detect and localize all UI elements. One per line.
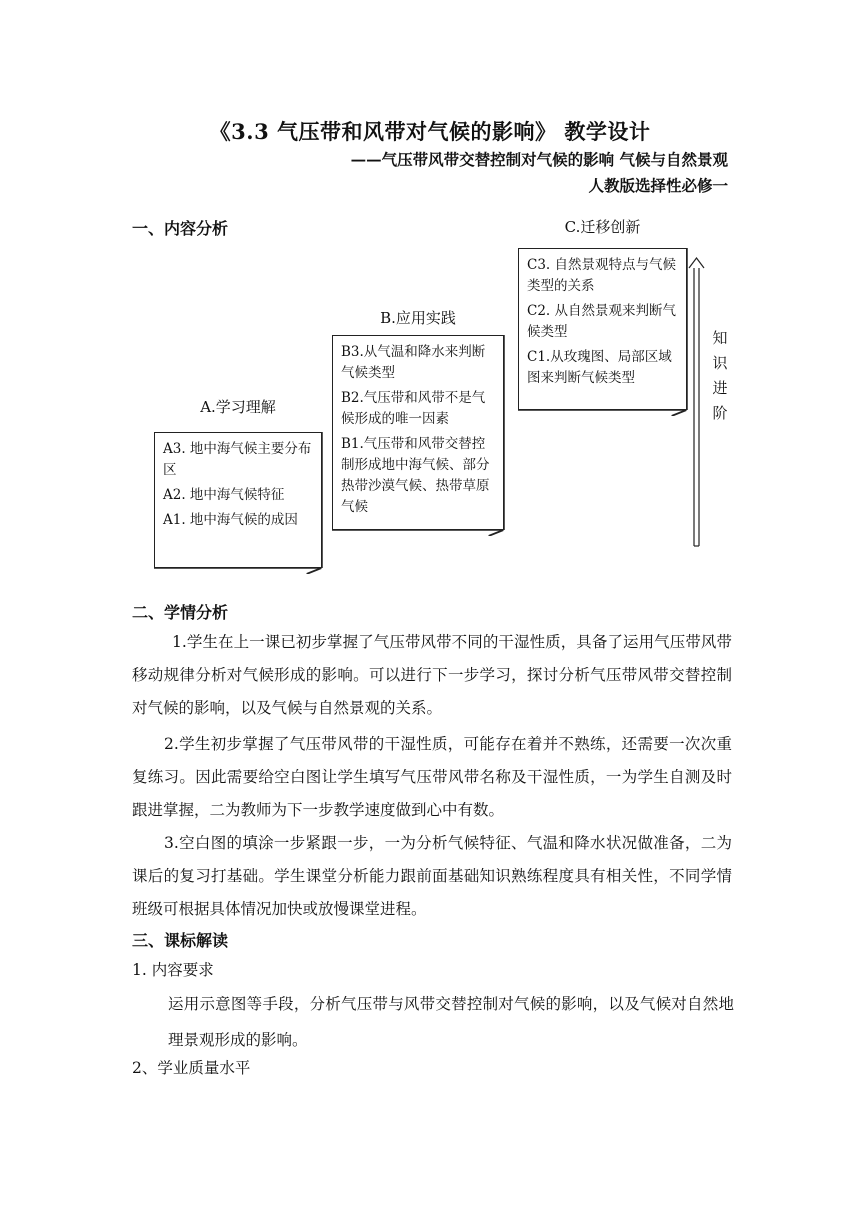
- knowledge-progression-diagram: [130, 210, 750, 580]
- stage-c-item: C1.从玫瑰图、局部区域图来判断气候类型: [527, 349, 672, 386]
- page-title: 《3.3 气压带和风带对气候的影响》 教学设计: [209, 119, 651, 144]
- progress-arrow-head: [689, 258, 704, 268]
- academic-quality-label: 2、学业质量水平: [132, 1059, 251, 1077]
- stage-c-item: C3. 自然景观特点与气候类型的关系: [527, 257, 677, 294]
- stage-a-label: A.学习理解: [200, 398, 276, 416]
- student-analysis-paragraph-3: 3.空白图的填涂一步紧跟一步，一为分析气候特征、气温和降水状况做准备，二为课后的复习打基础。学生课堂分析能力跟前面基础知识熟练程度具有相关性，不同学情班级可根据具体情况加快或放慢课堂进程。: [132, 834, 732, 918]
- stage-a-box: [154, 432, 322, 568]
- stage-a-item: A1. 地中海气候的成因: [163, 512, 298, 528]
- knowledge-progression-label: 知识进阶: [712, 329, 728, 422]
- stage-b-item: B3.从气温和降水来判断气候类型: [341, 344, 486, 381]
- subtitle-topic: ——气压带风带交替控制对气候的影响 气候与自然景观: [350, 150, 728, 169]
- stage-b-label: B.应用实践: [380, 309, 456, 327]
- content-requirement-text: 运用示意图等手段，分析气压带与风带交替控制对气候的影响，以及气候对自然地理景观形成的影响。: [168, 995, 734, 1049]
- stage-c-label: C.迁移创新: [564, 218, 641, 236]
- section-heading-student-analysis: 二、学情分析: [132, 603, 229, 622]
- stage-b-item: B1.气压带和风带交替控制形成地中海气候、部分热带沙漠气候、热带草原气候: [341, 436, 490, 515]
- stage-c-item: C2. 从自然景观来判断气候类型: [527, 303, 677, 340]
- section-heading-content-analysis: 一、内容分析: [132, 219, 229, 238]
- stage-b-item: B2.气压带和风带不是气候形成的唯一因素: [341, 390, 486, 427]
- section-heading-curriculum: 三、课标解读: [132, 931, 229, 950]
- student-analysis-paragraph-2: 2.学生初步掌握了气压带风带的干湿性质，可能存在着并不熟练，还需要一次次重复练习。因此需要给空白图让学生填写气压带风带名称及干湿性质，一为学生自测及时跟进掌握，二为教师为下一步教学速度做到心中有数。: [132, 735, 732, 819]
- stage-b-box: [332, 335, 504, 530]
- content-requirement-label: 1. 内容要求: [132, 961, 214, 979]
- stage-c-box: [518, 248, 687, 410]
- stage-a-item: A2. 地中海气候特征: [163, 487, 285, 503]
- subtitle-textbook: 人教版选择性必修一: [588, 176, 728, 195]
- student-analysis-paragraph-1: 1.学生在上一课已初步掌握了气压带风带不同的干湿性质，具备了运用气压带风带移动规律分析对气候形成的影响。可以进行下一步学习，探讨分析气压带风带交替控制对气候的影响，以及气候与自然景观的关系。: [132, 633, 732, 717]
- stage-a-item: A3. 地中海气候主要分布区: [163, 441, 312, 478]
